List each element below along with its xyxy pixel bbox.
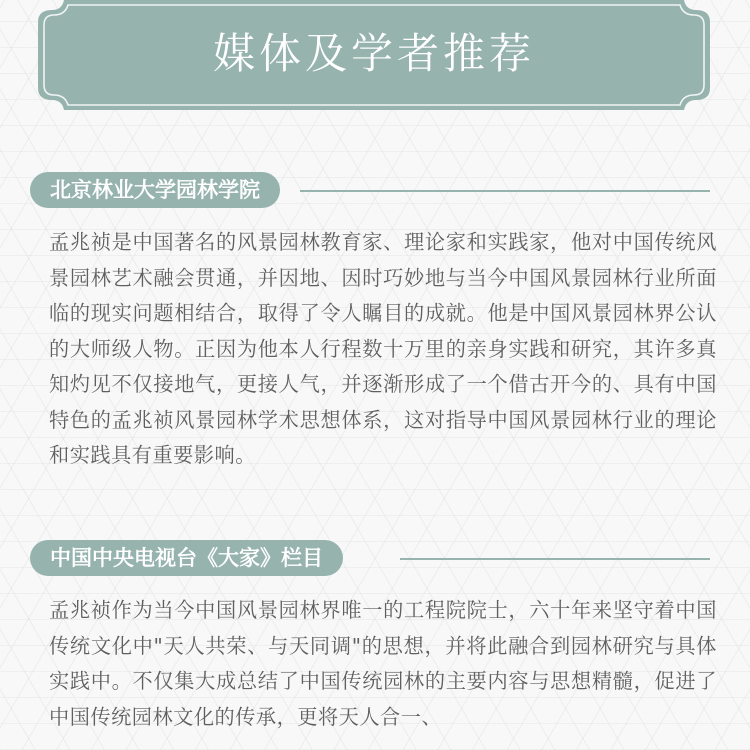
title-banner — [38, 0, 710, 110]
section-body: 孟兆祯作为当今中国风景园林界唯一的工程院院士，六十年来坚守着中国传统文化中"天人共荣、与天同调"的思想，并将此融合到园林研究与具体实践中。不仅集大成总结了中国传统园林的主要内容与思想精髓，促进了中国传统园林文化的传承，更将天人合一、 — [49, 598, 717, 729]
section-divider — [300, 190, 710, 192]
page-title: 媒体及学者推荐 — [212, 29, 535, 78]
section-heading: 中国中央电视台《大家》栏目 — [30, 540, 343, 576]
section-body: 孟兆祯是中国著名的风景园林教育家、理论家和实践家，他对中国传统风景园林艺术融会贯通，并因地、因时巧妙地与当今中国风景园林行业所面临的现实问题相结合，取得了令人瞩目的成就。他是中国风景园林界公认的大师级人物。正因为他本人行程数十万里的亲身实践和研究，其许多真知灼见不仅接地气，更接人气，并逐渐形成了一个借古开今的、具有中国特色的孟兆祯风景园林学术思想体系，这对指导中国风景园林行业的理论和实践具有重要影响。 — [49, 230, 717, 467]
section-divider — [400, 558, 710, 560]
section-heading: 北京林业大学园林学院 — [30, 172, 280, 208]
